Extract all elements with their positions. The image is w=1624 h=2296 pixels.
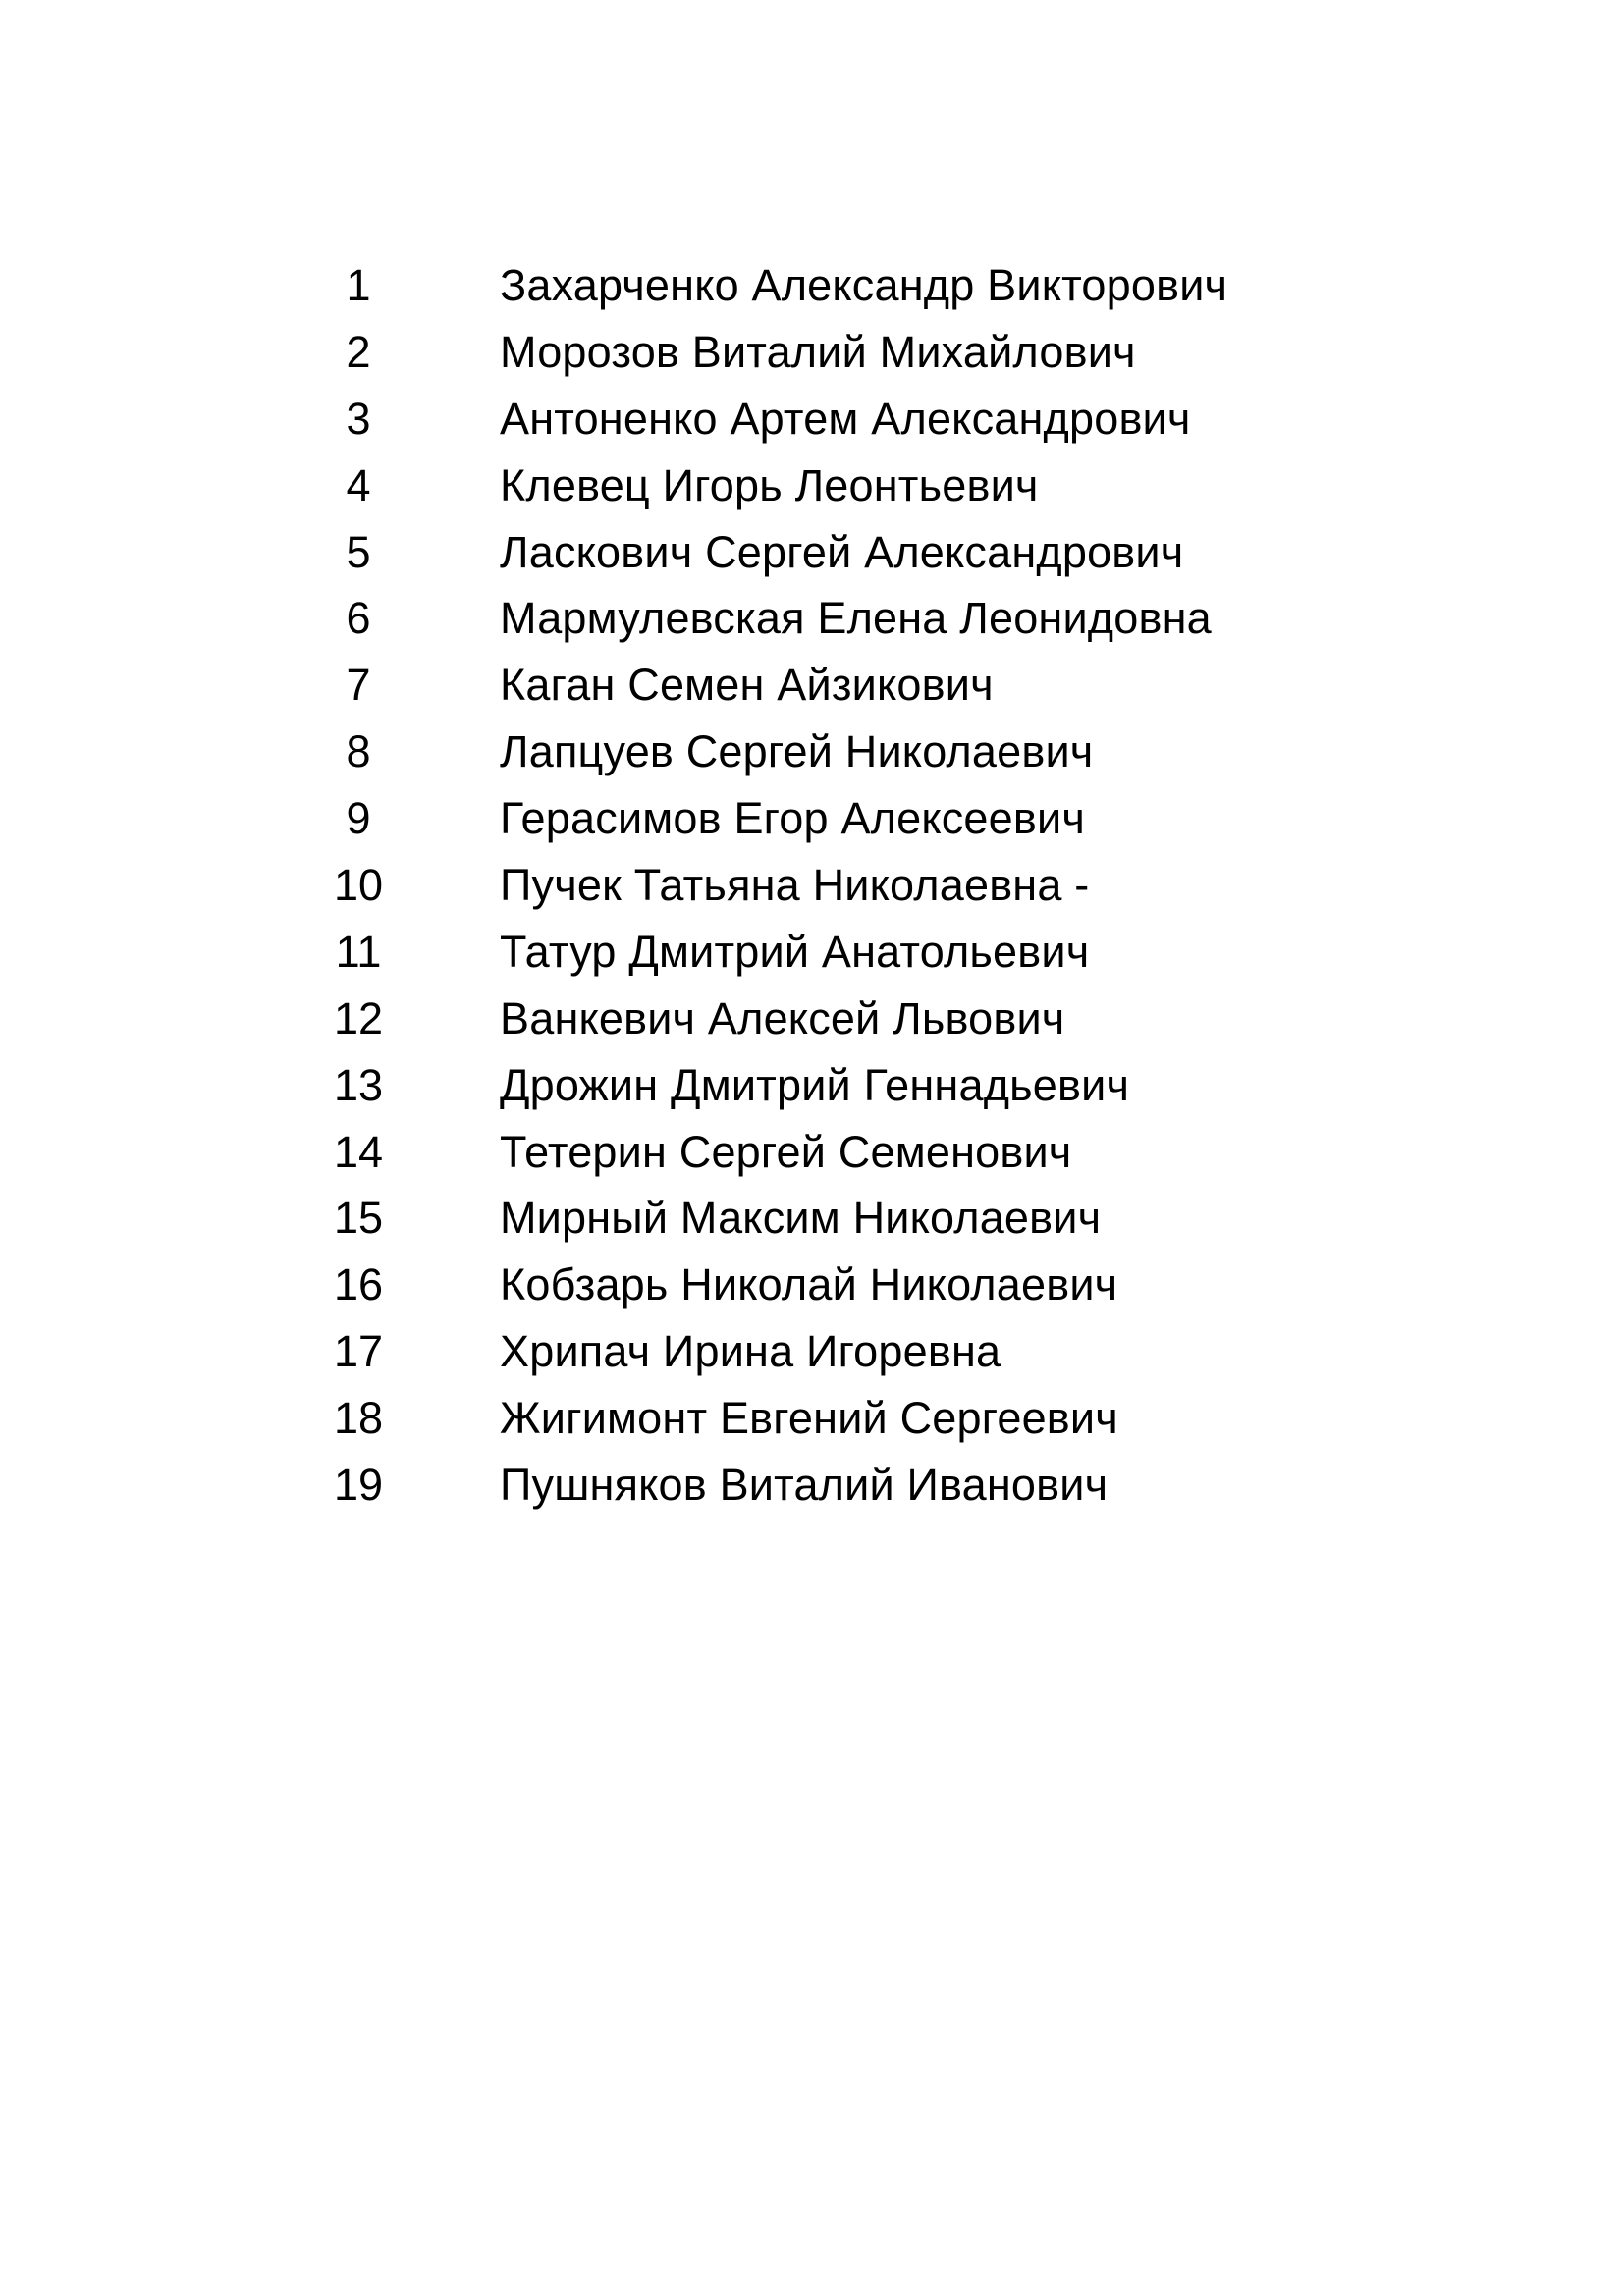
list-item-name: Клевец Игорь Леонтьевич — [500, 459, 1039, 510]
list-item-number: 13 — [333, 1059, 384, 1110]
list-item-name: Пучек Татьяна Николаевна - — [500, 860, 1090, 911]
list-item — [0, 1185, 1624, 1252]
list-item-number: 7 — [346, 660, 371, 711]
list-item — [0, 1385, 1624, 1452]
list-item — [0, 1052, 1624, 1119]
list-item-number: 10 — [333, 860, 384, 911]
list-item-name: Кобзарь Николай Николаевич — [500, 1259, 1118, 1310]
list-item-name: Хрипач Ирина Игоревна — [500, 1326, 1001, 1377]
list-item-number: 8 — [346, 726, 371, 777]
list-item — [0, 719, 1624, 785]
list-item-number: 16 — [333, 1259, 384, 1310]
list-item — [0, 1452, 1624, 1519]
list-item — [0, 1252, 1624, 1318]
list-item — [0, 1318, 1624, 1385]
list-item-name: Тетерин Сергей Семенович — [500, 1126, 1072, 1177]
list-item-number: 14 — [333, 1126, 384, 1177]
list-item-name: Мармулевская Елена Леонидовна — [500, 593, 1212, 644]
list-item — [0, 652, 1624, 719]
list-item-number: 3 — [346, 393, 371, 444]
list-item-name: Морозов Виталий Михайлович — [500, 326, 1136, 377]
list-item-name: Пушняков Виталий Иванович — [500, 1460, 1109, 1511]
list-item-number: 17 — [333, 1326, 384, 1377]
name-list — [0, 252, 1624, 1519]
list-item — [0, 319, 1624, 386]
list-item-name: Татур Дмитрий Анатольевич — [500, 926, 1090, 977]
list-item-name: Антоненко Артем Александрович — [500, 393, 1191, 444]
list-item-name: Каган Семен Айзикович — [500, 660, 994, 711]
list-item — [0, 1119, 1624, 1186]
list-item-number: 9 — [346, 793, 371, 844]
list-item-number: 11 — [335, 926, 382, 977]
list-item-number: 18 — [333, 1393, 384, 1444]
list-item-number: 1 — [346, 260, 371, 310]
list-item — [0, 252, 1624, 319]
list-item-number: 19 — [333, 1460, 384, 1511]
list-item — [0, 386, 1624, 453]
list-item — [0, 852, 1624, 919]
list-item-name: Мирный Максим Николаевич — [500, 1193, 1102, 1244]
list-item-name: Ласкович Сергей Александрович — [500, 526, 1184, 577]
list-item — [0, 986, 1624, 1052]
list-item-name: Герасимов Егор Алексеевич — [500, 793, 1085, 844]
list-item — [0, 919, 1624, 986]
list-item-number: 12 — [333, 992, 384, 1043]
list-item-number: 15 — [333, 1193, 384, 1244]
list-item-name: Жигимонт Евгений Сергеевич — [500, 1393, 1118, 1444]
list-item-number: 6 — [346, 593, 371, 644]
list-item-name: Ванкевич Алексей Львович — [500, 992, 1065, 1043]
list-item — [0, 585, 1624, 652]
list-item — [0, 785, 1624, 852]
list-item-name: Захарченко Александр Викторович — [500, 260, 1228, 310]
list-item-number: 4 — [346, 459, 371, 510]
list-item — [0, 453, 1624, 519]
list-item — [0, 519, 1624, 586]
list-item-number: 5 — [346, 526, 371, 577]
list-item-number: 2 — [346, 326, 371, 377]
list-item-name: Дрожин Дмитрий Геннадьевич — [500, 1059, 1130, 1110]
list-item-name: Лапцуев Сергей Николаевич — [500, 726, 1094, 777]
